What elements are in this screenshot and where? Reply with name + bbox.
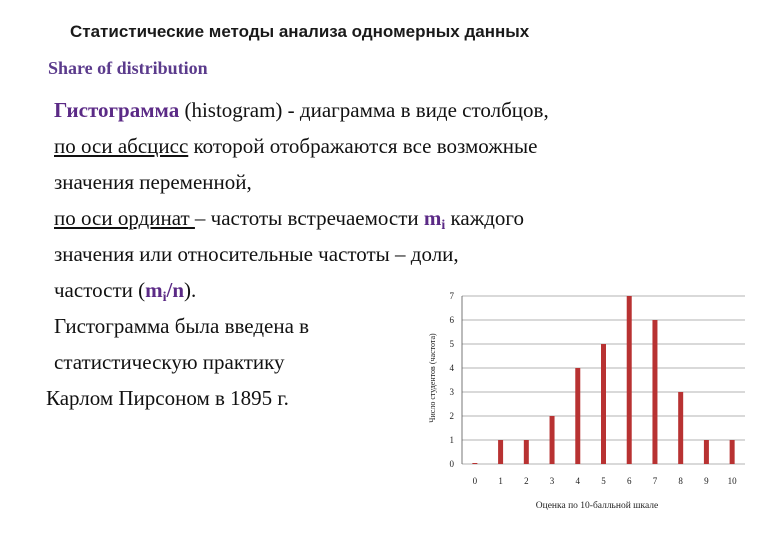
x-tick-label: 2 xyxy=(524,476,529,486)
x-tick-label: 8 xyxy=(678,476,683,486)
histogram-bar xyxy=(601,344,606,464)
histogram-svg xyxy=(407,278,769,528)
x-tick-label: 6 xyxy=(626,476,632,486)
histogram-bar xyxy=(575,368,580,464)
y-axis-label: Число студентов (частота) xyxy=(428,333,437,423)
line-7-text: Гистограмма была введена в xyxy=(54,314,310,338)
line-2 xyxy=(54,128,549,164)
x-tick-label: 0 xyxy=(472,476,478,486)
histogram-bar xyxy=(627,296,632,464)
y-tick-label: 7 xyxy=(449,291,454,301)
line-4-text: – частоты встречаемости xyxy=(194,206,424,230)
line-1 xyxy=(54,92,549,128)
x-tick-label: 3 xyxy=(549,476,555,486)
line-6-post: ). xyxy=(184,278,197,302)
line-5 xyxy=(54,236,549,272)
y-tick-label: 5 xyxy=(449,339,454,349)
y-tick-label: 6 xyxy=(449,315,454,325)
x-tick-label: 9 xyxy=(704,476,709,486)
y-tick-label: 1 xyxy=(449,435,454,445)
histogram-bar xyxy=(524,440,529,464)
histogram-bar xyxy=(498,440,503,464)
x-tick-label: 5 xyxy=(601,476,606,486)
x-tick-label: 7 xyxy=(652,476,658,486)
histogram-bar xyxy=(730,440,735,464)
line-1-text: (histogram) - диаграмма в виде столбцов, xyxy=(179,98,549,122)
line-3 xyxy=(54,164,549,200)
line-2-text: которой отображаются все возможные xyxy=(188,134,538,158)
y-tick-label: 3 xyxy=(449,387,454,397)
mi-n-symbol: m xyxy=(145,278,163,302)
x-tick-label: 4 xyxy=(575,476,581,486)
line-8-text: статистическую практику xyxy=(54,350,285,374)
line-4-tail: каждого xyxy=(445,206,525,230)
x-axis-label: Оценка по 10-балльной шкале xyxy=(535,501,659,511)
mi-symbol: m xyxy=(423,206,442,230)
histogram-bar xyxy=(550,416,555,464)
slide-subtitle: Share of distribution xyxy=(48,58,208,78)
ordinate-term: по оси ординат xyxy=(54,206,195,230)
mi-subscript: i xyxy=(441,218,446,233)
x-tick-label: 1 xyxy=(498,476,503,486)
histogram-bar xyxy=(652,320,657,464)
histogram-bar xyxy=(704,440,709,464)
histogram-bar xyxy=(472,463,477,464)
line-5-text: значения или относительные частоты – доли, xyxy=(54,242,459,266)
y-tick-label: 0 xyxy=(449,459,454,469)
term-histogram: Гистограмма xyxy=(54,98,180,122)
y-tick-label: 4 xyxy=(449,363,454,373)
line-3-text: значения переменной, xyxy=(54,170,252,194)
line-4 xyxy=(54,200,549,236)
mi-n-subscript: i xyxy=(162,290,167,305)
line-6-pre: частости ( xyxy=(54,278,146,302)
abscissa-term: по оси абсцисс xyxy=(54,134,189,158)
n-symbol: /n xyxy=(166,278,185,302)
histogram-bar xyxy=(678,392,683,464)
histogram-chart xyxy=(407,278,769,528)
x-tick-label: 10 xyxy=(727,476,737,486)
y-tick-label: 2 xyxy=(449,411,454,421)
slide-title: Статистические методы анализа одномерных данных xyxy=(70,22,530,41)
line-9-text: Карлом Пирсоном в 1895 г. xyxy=(46,386,289,410)
